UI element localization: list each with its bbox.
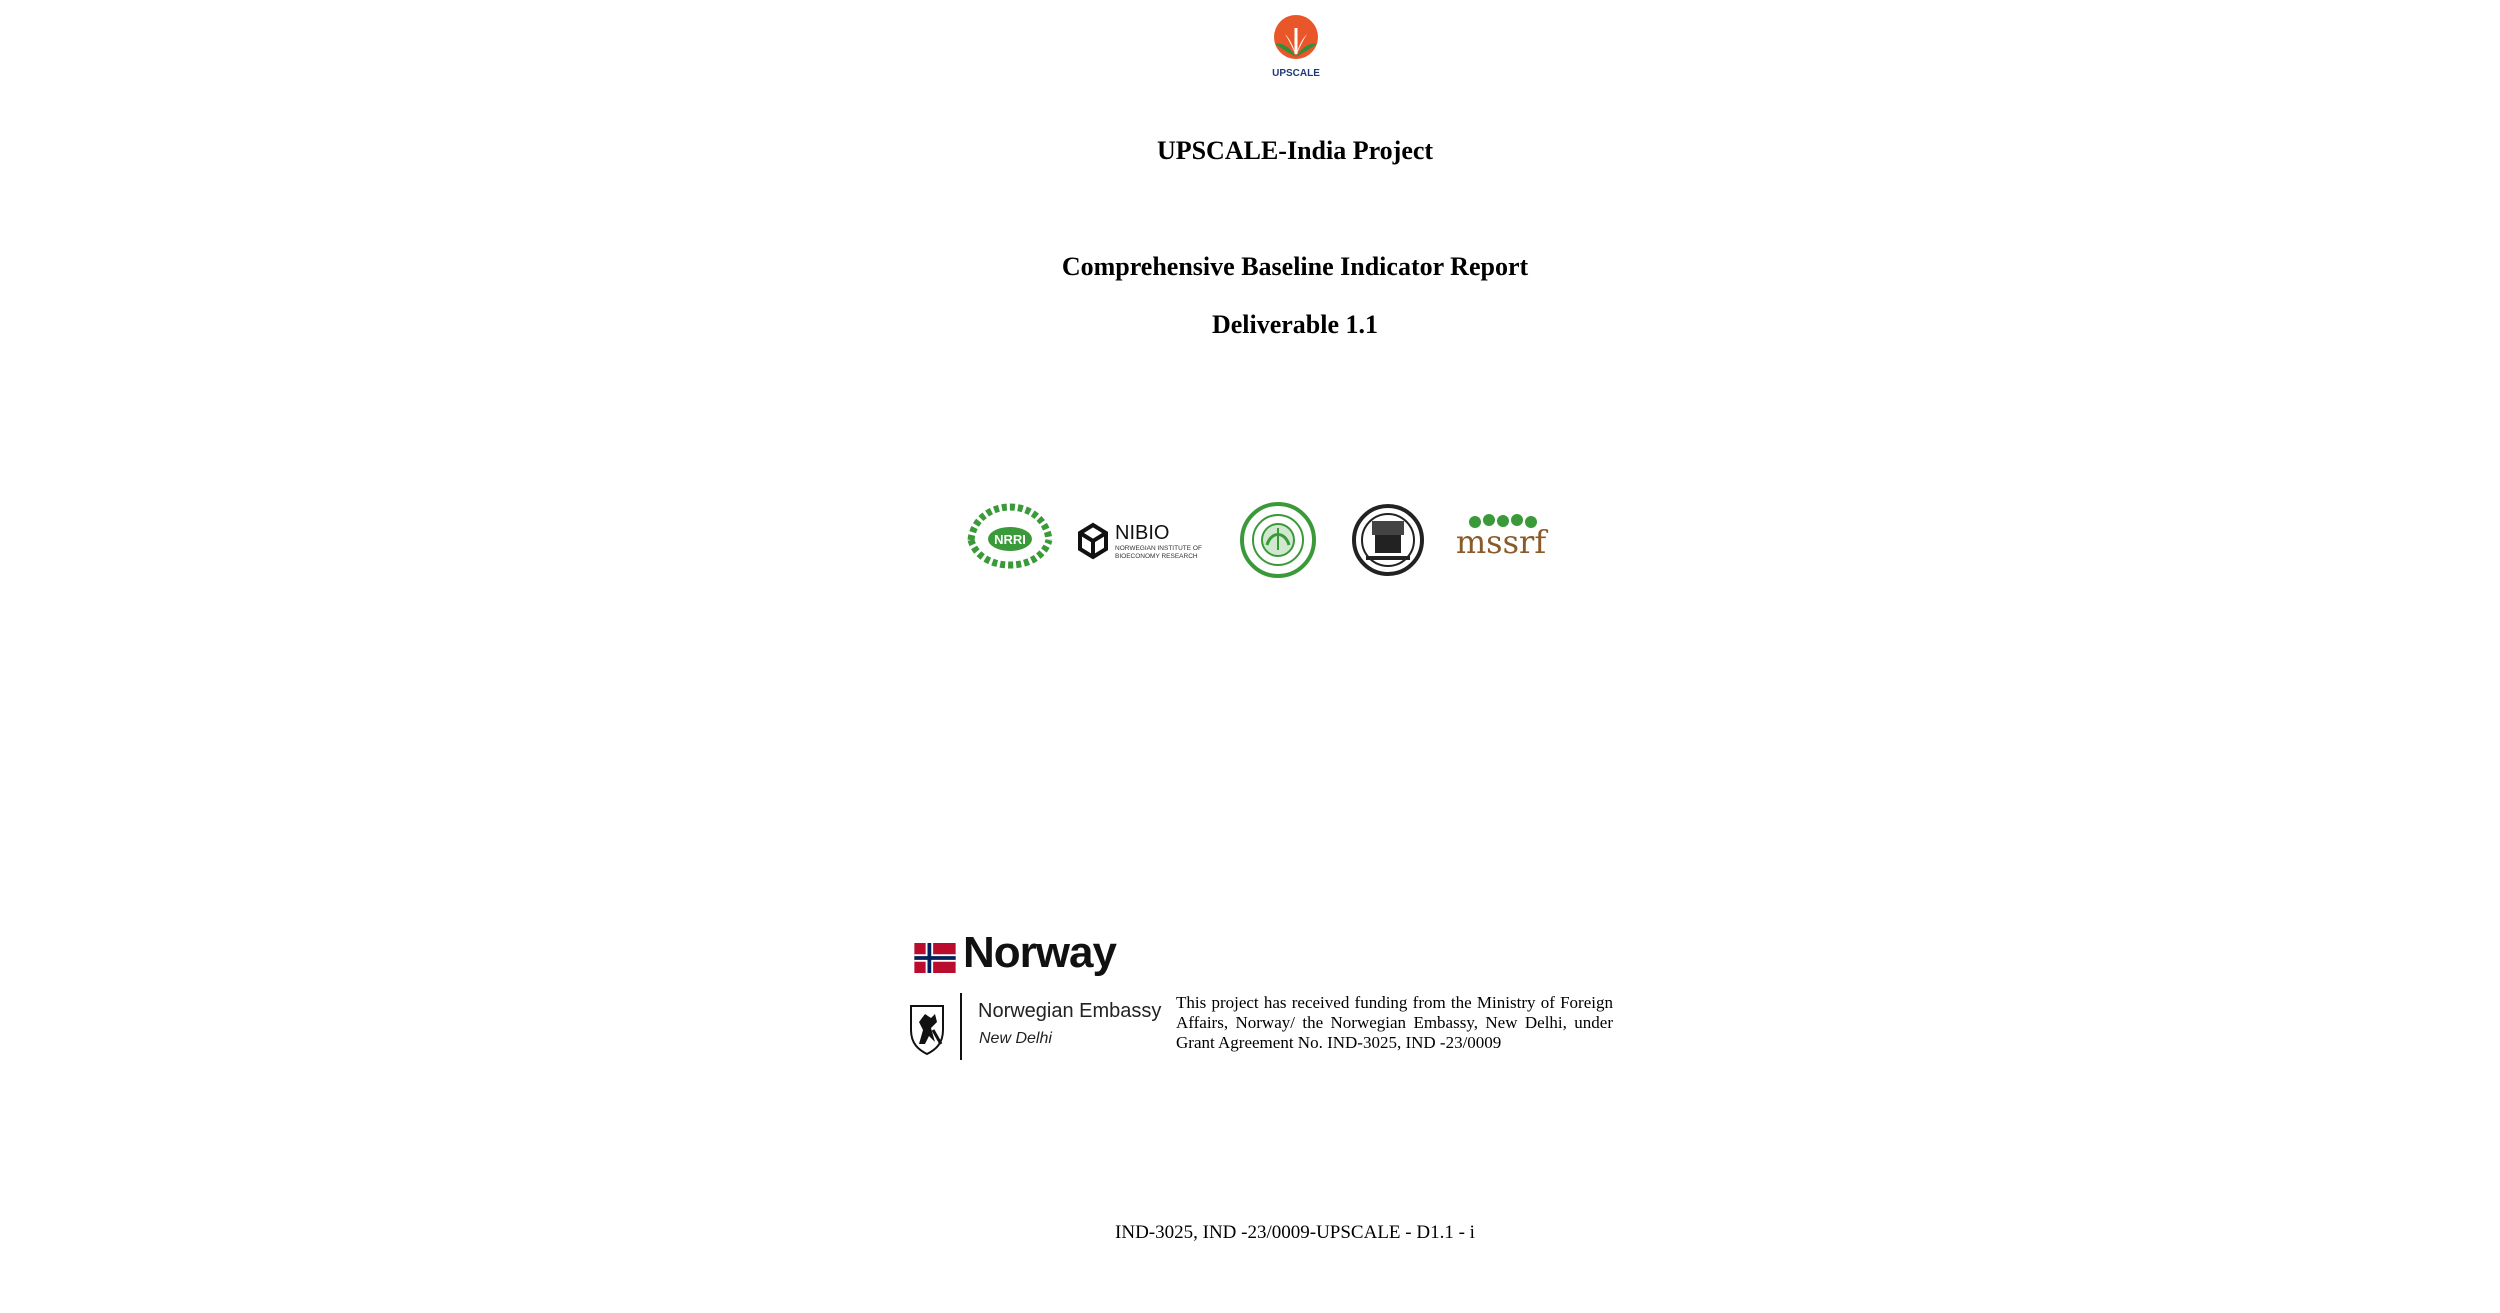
partner-logos bbox=[965, 495, 1565, 585]
report-title: Comprehensive Baseline Indicator Report bbox=[1061, 252, 1529, 281]
funding-statement: This project has received funding from the Ministry of Foreign Affairs, Norway/ the Norwegian Embassy, New Delhi, under Grant Agreement No. IND-3025, IND -23/0009 bbox=[1176, 993, 1613, 1052]
page-footer: IND-3025, IND -23/0009-UPSCALE - D1.1 - i bbox=[1115, 1222, 1475, 1243]
upscale-logo-label: UPSCALE bbox=[1272, 68, 1320, 79]
project-title: UPSCALE-India Project bbox=[1156, 136, 1434, 165]
nibio-line2: BIOECONOMY RESEARCH bbox=[1115, 553, 1198, 560]
agricultural-university-logo bbox=[1242, 504, 1314, 576]
embassy-divider bbox=[960, 993, 962, 1060]
nibio-logo bbox=[1080, 522, 1202, 560]
embassy-name: Norwegian Embassy bbox=[978, 1000, 1162, 1022]
mssrf-text: mssrf bbox=[1455, 523, 1547, 561]
deliverable-label: Deliverable 1.1 bbox=[1211, 310, 1379, 339]
nrri-text: NRRI bbox=[994, 532, 1026, 547]
state-emblem-logo bbox=[1354, 506, 1422, 574]
norway-flag-icon bbox=[914, 943, 956, 973]
embassy-city: New Delhi bbox=[979, 1030, 1052, 1047]
nrri-logo bbox=[971, 507, 1049, 565]
upscale-logo bbox=[1265, 10, 1327, 80]
nibio-name: NIBIO bbox=[1115, 522, 1170, 544]
lion-coat-of-arms-icon bbox=[905, 1000, 949, 1056]
nibio-line1: NORWEGIAN INSTITUTE OF bbox=[1115, 545, 1202, 552]
mssrf-logo bbox=[1456, 514, 1548, 561]
norway-wordmark: Norway bbox=[963, 928, 1116, 977]
